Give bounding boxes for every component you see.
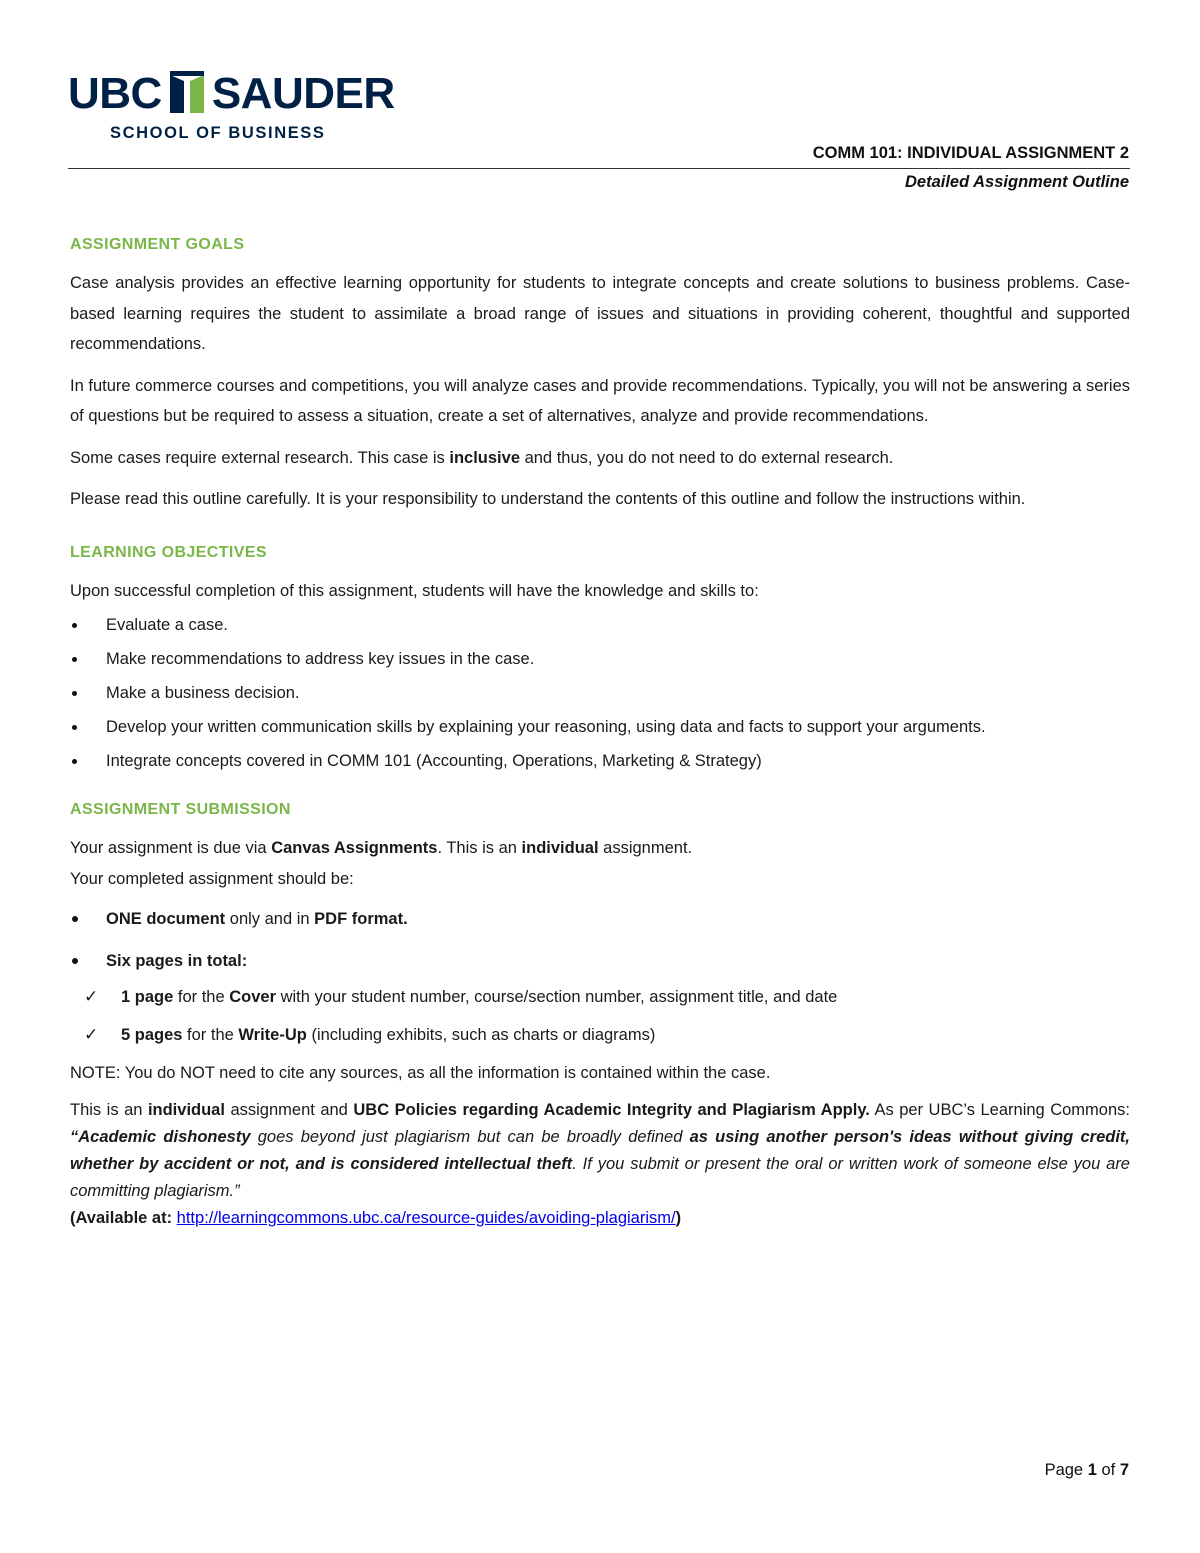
section-heading-submission: ASSIGNMENT SUBMISSION [70, 801, 291, 818]
logo-wordmark [68, 66, 398, 122]
emphasis: ) [675, 1208, 682, 1227]
list-item-text: Develop your written communication skills by explaining your reasoning, using data and facts to support your arguments. [106, 718, 986, 736]
text-run: . This is an [437, 839, 522, 857]
emphasis: “Academic dishonesty [70, 1127, 251, 1146]
emphasis: UBC Policies regarding Academic Integrity and Plagiarism Apply. [353, 1100, 870, 1119]
document-subtitle: Detailed Assignment Outline [904, 173, 1129, 191]
list-item-text: Evaluate a case. [106, 616, 228, 634]
emphasis: 5 pages [121, 1026, 183, 1044]
emphasis: ONE document [106, 910, 226, 928]
section-heading-objectives: LEARNING OBJECTIVES [70, 543, 267, 561]
document-body [70, 234, 1130, 1232]
list-item [70, 746, 1130, 776]
bullet-dot-icon [72, 759, 77, 764]
bullet-dot-icon [72, 725, 77, 730]
text-run: with your student number, course/section number, assignment title, and date [276, 988, 838, 1006]
list-item [70, 610, 1130, 640]
bullet-dot-icon [72, 623, 77, 628]
text-run: Page [1044, 1461, 1088, 1479]
bullet-dot-icon [72, 691, 77, 696]
document-title: COMM 101: INDIVIDUAL ASSIGNMENT 2 [812, 144, 1129, 162]
text-run: This is an [70, 1100, 148, 1119]
page-number [1045, 1461, 1129, 1480]
goals-paragraph-1: Case analysis provides an effective learning opportunity for students to integrate concepts and create solutions to business problems. Case-based learning requires the student to assimilate a broad range of issues and situations in providing coherent, thoughtful and supported recommendations. [70, 274, 1130, 353]
total-pages: 7 [1119, 1461, 1129, 1479]
logo-mark-icon [168, 71, 206, 117]
bullet-dot-icon [72, 958, 78, 964]
emphasis-individual: individual [521, 839, 599, 857]
emphasis: Write-Up [238, 1026, 307, 1044]
goals-paragraph-4: Please read this outline carefully. It is your responsibility to understand the contents of this outline and follow the instructions within. [70, 490, 1026, 508]
text-run: for the [182, 1026, 239, 1044]
header-divider [68, 168, 1130, 169]
list-item [70, 678, 1130, 708]
list-item [70, 1020, 1130, 1050]
check-mark-icon: ✓ [84, 987, 99, 1007]
list-item-text: Integrate concepts covered in COMM 101 (Accounting, Operations, Marketing & Strategy) [106, 752, 762, 770]
list-item [70, 946, 1130, 976]
plagiarism-guide-link[interactable]: http://learningcommons.ubc.ca/resource-guides/avoiding-plagiarism/ [176, 1208, 676, 1227]
note-paragraph: NOTE: You do NOT need to cite any sources, as all the information is contained within the case. [70, 1064, 771, 1082]
emphasis: (Available at: [70, 1208, 177, 1227]
emphasis: 1 page [121, 988, 174, 1006]
goals-paragraph-2: In future commerce courses and competitions, you will analyze cases and provide recommendations. Typically, you will not be answering a series of questions but be required to assess a situation, create a set of alternatives, analyze and provide recommendations. [70, 376, 1130, 425]
logo-ubc-text: UBC [68, 69, 162, 118]
text-run: assignment and [224, 1100, 354, 1119]
emphasis: Six pages in total: [106, 952, 248, 970]
text-run: only and in [225, 910, 315, 928]
text-run: of [1096, 1461, 1120, 1479]
submission-requirements-list [70, 904, 1130, 976]
goals-paragraph-3 [70, 443, 1130, 474]
list-item-text: Make recommendations to address key issues in the case. [106, 650, 535, 668]
list-item [70, 712, 1130, 742]
list-item [70, 644, 1130, 674]
current-page: 1 [1087, 1461, 1097, 1479]
logo-sauder-text: SAUDER [211, 69, 395, 118]
emphasis: as using another person's ideas without giving credit, whether by accident or not, and is considered intellectual theft [70, 1127, 1130, 1173]
policy-paragraph [70, 1097, 1130, 1205]
ubc-sauder-logo [68, 66, 398, 146]
emphasis-canvas: Canvas Assignments [271, 839, 438, 857]
text-run: and thus, you do not need to do external research. [520, 448, 894, 467]
text-run: Some cases require external research. This case is [70, 448, 450, 467]
objectives-list [70, 610, 1130, 776]
emphasis: PDF format. [314, 910, 408, 928]
text-run: Your assignment is due via [70, 839, 272, 857]
logo-school-text: SCHOOL OF BUSINESS [110, 124, 326, 142]
italic-run: . If you submit or present the oral or written work of someone else you are committing plagiarism.” [70, 1154, 1130, 1200]
list-item-text: Make a business decision. [106, 684, 300, 702]
italic-run: goes beyond just plagiarism but can be broadly defined [250, 1127, 690, 1146]
available-at-line [70, 1205, 1130, 1232]
emphasis: individual [147, 1100, 225, 1119]
text-run: (including exhibits, such as charts or diagrams) [306, 1026, 656, 1044]
text-run: As per UBC’s Learning Commons: [869, 1100, 1130, 1119]
text-run: for the [173, 988, 230, 1006]
text-run: assignment. [598, 839, 693, 857]
check-mark-icon: ✓ [84, 1025, 99, 1045]
bullet-dot-icon [72, 657, 77, 662]
list-item [70, 904, 1130, 934]
submission-line-1 [70, 833, 1130, 864]
emphasis: Cover [229, 988, 277, 1006]
list-item [70, 982, 1130, 1012]
section-heading-goals: ASSIGNMENT GOALS [70, 236, 245, 253]
bullet-dot-icon [72, 916, 78, 922]
emphasis-inclusive: inclusive [449, 448, 520, 467]
objectives-intro: Upon successful completion of this assignment, students will have the knowledge and skills to: [70, 581, 759, 600]
page-breakdown-list [70, 982, 1130, 1050]
submission-line-2: Your completed assignment should be: [70, 869, 354, 888]
